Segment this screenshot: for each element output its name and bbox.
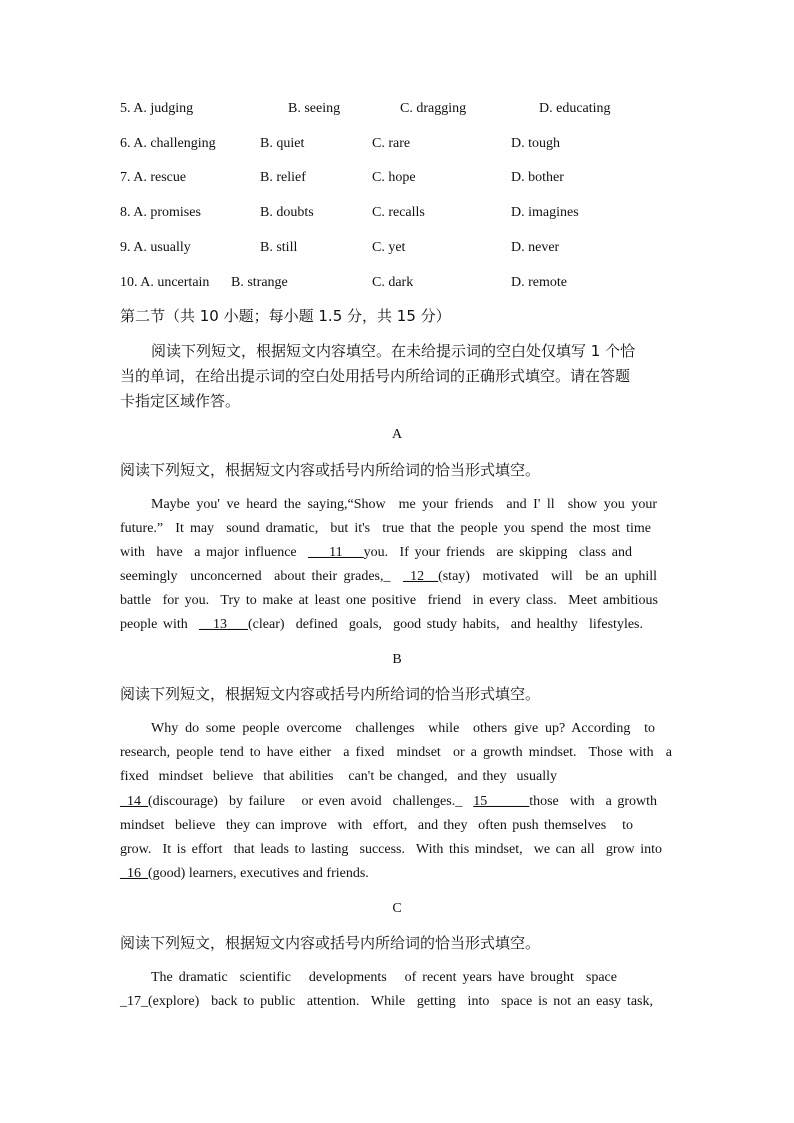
option-b: B. doubts [260,205,314,220]
options-row-5 [0,99,794,119]
passage-line: future.” It may sound dramatic, but it's true that the people you spend the most time [120,521,651,536]
section-heading: 第二节（共 10 小题；每小题 1.5 分，共 15 分） [120,307,451,325]
options-row-7 [0,168,794,188]
option-d: D. imagines [511,205,579,220]
passage-line: Why do some people overcome challenges while others give up? According to [151,721,655,736]
passage-line: _16_(good) learners, executives and friends. [120,866,369,881]
blank-11: ___11___ [308,545,364,560]
option-b: B. seeing [288,101,341,116]
instruction-line: 当的单词，在给出提示词的空白处用括号内所给词的正确形式填空。请在答题 [120,367,631,385]
option-b: B. still [260,240,298,255]
passage-line: mindset believe they can improve with effort, and they often push themselves to [120,818,633,833]
passage-line: grow. It is effort that leads to lasting success. With this mindset, we can all grow into [120,842,662,857]
option-c: C. rare [372,136,411,151]
option-b: B. strange [231,275,288,290]
option-d: D. remote [511,275,567,290]
option-a: 10. A. uncertain [120,275,210,290]
passage-direction: 阅读下列短文，根据短文内容或括号内所给词的恰当形式填空。 [120,934,541,952]
option-a: 5. A. judging [120,101,194,116]
option-a: 9. A. usually [120,240,191,255]
option-c: C. yet [372,240,406,255]
passage-line: battle for you. Try to make at least one positive friend in every class. Meet ambitious [120,593,658,608]
passage-letter: B [392,652,402,667]
option-c: C. hope [372,170,416,185]
option-d: D. bother [511,170,564,185]
option-c: C. dark [372,275,414,290]
blank-12: _12__ [403,569,439,584]
option-a: 6. A. challenging [120,136,216,151]
blank-13: __13___ [199,617,248,632]
option-c: C. dragging [400,101,467,116]
option-b: B. relief [260,170,306,185]
options-row-8 [0,203,794,223]
passage-line: fixed mindset believe that abilities can't be changed, and they usually [120,769,557,784]
passage-line: people with __13___(clear) defined goals, good study habits, and healthy lifestyles. [120,617,643,632]
option-d: D. tough [511,136,560,151]
instruction-line: 卡指定区域作答。 [120,392,241,410]
blank-14: _14_ [120,794,148,809]
option-a: 8. A. promises [120,205,201,220]
option-d: D. never [511,240,560,255]
option-b: B. quiet [260,136,305,151]
passage-line: with have a major influence ___11___you. If your friends are skipping class and [120,545,632,560]
option-a: 7. A. rescue [120,170,187,185]
passage-line: research, people tend to have either a fixed mindset or a growth mindset. Those with a [120,745,672,760]
options-row-10 [0,273,794,293]
passage-letter: A [391,427,403,442]
passage-line: _14_(discourage) by failure or even avoid challenges._ 15______those with a growth [120,794,657,809]
passage-direction: 阅读下列短文，根据短文内容或括号内所给词的恰当形式填空。 [120,685,541,703]
blank-16: _16_ [120,866,148,881]
passage-line: Maybe you' ve heard the saying,“Show me your friends and I' ll show you your [151,497,657,512]
passage-letter: C [392,901,402,916]
passage-line: _17_(explore) back to public attention. While getting into space is not an easy task, [120,994,653,1009]
instruction-line: 阅读下列短文，根据短文内容填空。在未给提示词的空白处仅填写 1 个恰 [151,342,636,360]
passage-line: seemingly unconcerned about their grades,_ _12__(stay) motivated will be an uphill [120,569,657,584]
blank-15: 15______ [473,794,530,809]
option-c: C. recalls [372,205,425,220]
passage-line: The dramatic scientific developments of recent years have brought space [151,970,617,985]
options-row-6 [0,134,794,154]
passage-direction: 阅读下列短文，根据短文内容或括号内所给词的恰当形式填空。 [120,461,541,479]
option-d: D. educating [539,101,611,116]
options-row-9 [0,238,794,258]
